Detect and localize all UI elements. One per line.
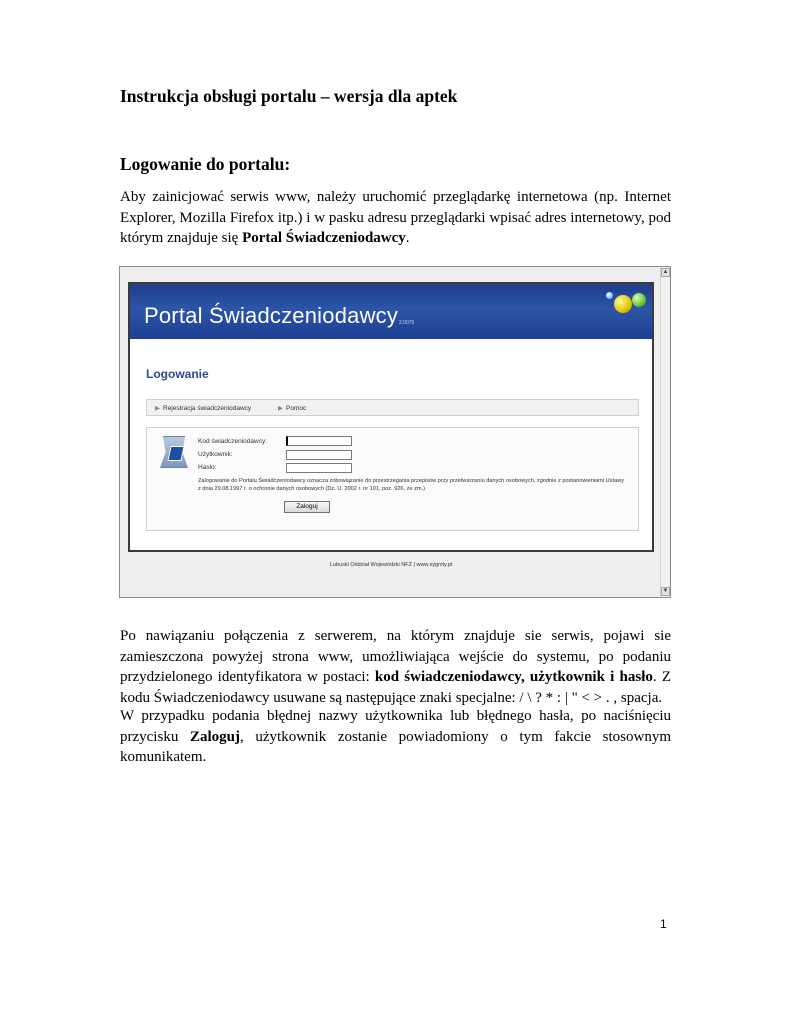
- banner-title: Portal Świadczeniodawcy: [144, 303, 399, 328]
- nav-link-registration-label: Rejestracja świadczeniodawcy: [163, 405, 252, 412]
- paragraph-connection: [120, 626, 671, 708]
- paragraph-intro-end: .: [405, 230, 410, 246]
- portal-footer: Lubuski Oddział Wojewódzki NFZ | www.sygnity.pl: [329, 562, 453, 568]
- user-input[interactable]: [286, 450, 352, 460]
- scroll-up-icon[interactable]: ▲: [662, 269, 669, 275]
- scrollbar[interactable]: [660, 267, 670, 597]
- nav-bar: [146, 399, 639, 416]
- paragraph-error-end: , użytkownik zostanie powiadomiony o tym fakcie stosownym komunikatem.: [120, 728, 671, 765]
- nav-arrow-icon: ▶: [278, 405, 283, 412]
- paragraph-error-bold: Zaloguj: [189, 728, 240, 745]
- paragraph-intro-bold: Portal Świadczeniodawcy: [242, 230, 406, 246]
- portal-banner: [130, 284, 652, 339]
- portal-app-icon: [160, 436, 188, 468]
- password-input[interactable]: [286, 463, 352, 473]
- portal-screenshot: [119, 266, 671, 598]
- document-title: Instrukcja obsługi portalu – wersja dla aptek: [120, 86, 458, 106]
- nav-link-help[interactable]: [278, 404, 306, 412]
- portal-frame: [128, 282, 654, 552]
- logo-ball-blue-icon: [606, 292, 613, 299]
- paragraph-connection-text: Po nawiązaniu połączenia z serwerem, na którym znajduje sie serwis, pojawi sie zamieszczona powyżej strona www, umożliwiająca wejście do systemu, po podaniu przydzielonego identyfikatora w postaci:: [120, 628, 671, 685]
- page-number: 1: [660, 917, 667, 931]
- code-label: Kod świadczeniodawcy:: [198, 438, 268, 445]
- login-form: [146, 427, 639, 531]
- user-label: Użytkownik:: [198, 451, 233, 458]
- paragraph-error: [120, 706, 671, 768]
- banner-version: 2.0075: [399, 320, 415, 326]
- paragraph-intro-text: Aby zainicjować serwis www, należy uruchomić przeglądarkę internetowa (np. Internet Explorer, Mozilla Firefox itp.) i w pasku adresu przeglądarki wpisać adres internetowy, pod którym znajduje się: [120, 189, 671, 246]
- section-heading: Logowanie do portalu:: [120, 154, 291, 174]
- paragraph-intro: [120, 187, 671, 249]
- nav-link-help-label: Pomoc: [286, 405, 307, 412]
- logo-ball-yellow-icon: [614, 295, 632, 313]
- paragraph-connection-bold: kod świadczeniodawcy, użytkownik i hasło: [374, 669, 653, 685]
- code-input[interactable]: [286, 436, 352, 446]
- privacy-notice: Zalogowanie do Portalu Świadczeniodawcy oznacza zobowiązanie do przestrzegania przepisów przy przetwarzaniu danych osobowych, zgodnie z postanowieniami Ustawy z dnia 29.08.1997 r. o ochronie danych osobowych (Dz. U. 2002 r. nr 101, poz. 926, ze zm.): [198, 478, 624, 492]
- paragraph-error-text: W przypadku podania błędnej nazwy użytkownika lub błędnego hasła, po naciśnięciu przycisku: [120, 708, 671, 745]
- login-heading: Logowanie: [146, 367, 209, 381]
- login-button[interactable]: Zaloguj: [284, 501, 330, 513]
- paragraph-connection-end: . Z kodu Świadczeniodawcy usuwane są następujące znaki specjalne: / \ ? * : | " < > . , spacja.: [120, 669, 671, 706]
- scroll-down-icon[interactable]: ▼: [662, 588, 669, 594]
- nav-arrow-icon: ▶: [155, 405, 160, 412]
- password-label: Hasło:: [198, 464, 217, 471]
- logo-ball-green-icon: [632, 293, 646, 307]
- nav-link-registration[interactable]: [155, 404, 251, 412]
